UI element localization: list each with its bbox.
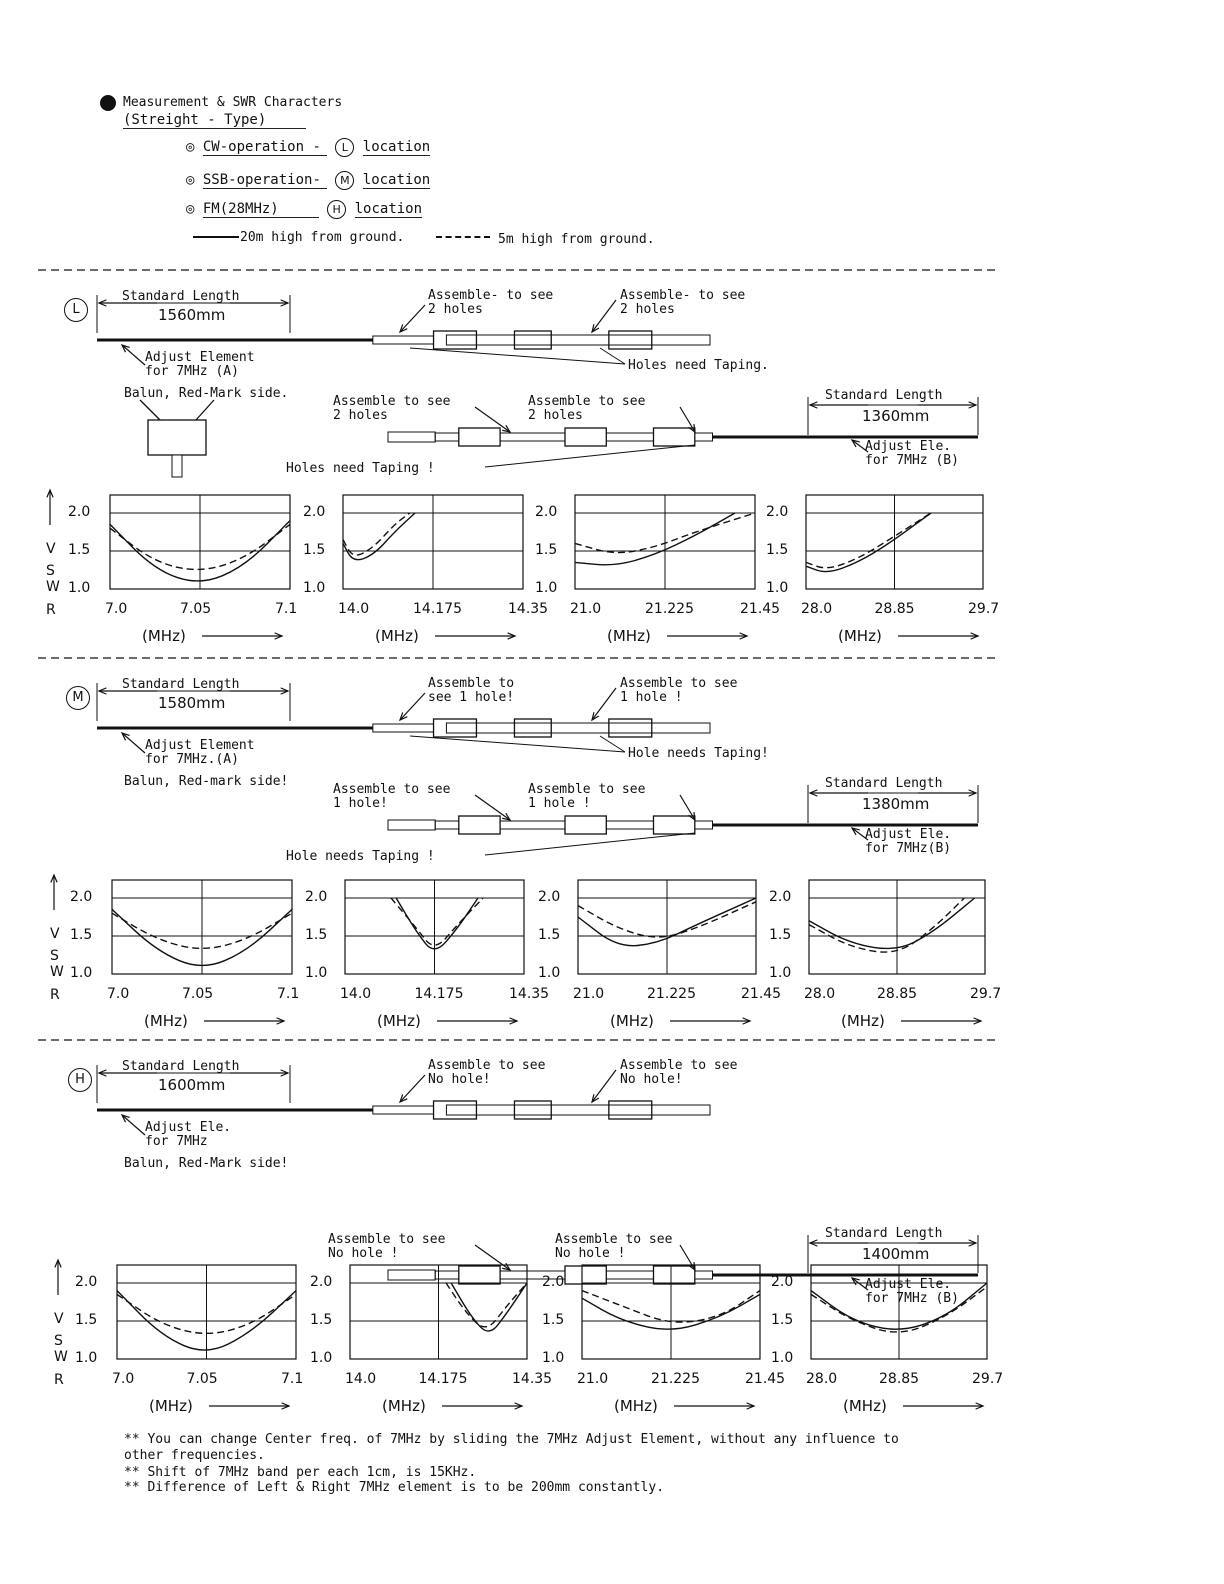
chart-l-28mhz-ytick-1: 1.5 <box>766 542 789 558</box>
chart-m-28mhz-series-solid <box>809 898 975 948</box>
chart-l-21mhz-xtick-1: 21.225 <box>645 601 694 617</box>
chart-m-14mhz-xlabel: (MHz) <box>377 1012 421 1030</box>
chart-m-14mhz-xtick-2: 14.35 <box>509 986 550 1002</box>
section-l-assemble-c-line-1: Assemble to see <box>333 394 451 409</box>
chart-l-7mhz-ytick-0: 2.0 <box>68 504 91 520</box>
section-m-arrow-a <box>400 693 425 720</box>
section-m-antenna-top-tube-2 <box>446 723 710 733</box>
chart-m-21mhz-ytick-0: 2.0 <box>538 889 561 905</box>
section-l-balun: Balun, Red-Mark side. <box>124 386 289 401</box>
chart-m-7mhz-xtick-1: 7.05 <box>182 986 214 1002</box>
legend-dashed-text: 5m high from ground. <box>498 232 655 247</box>
chart-l-14mhz-xlabel: (MHz) <box>375 627 419 645</box>
section-m-assemble-d-line-1: Assemble to see <box>528 782 646 797</box>
section-h-arrow-b <box>592 1070 616 1102</box>
vswr-r-2: R <box>54 1372 64 1388</box>
chart-m-7mhz-xtick-0: 7.0 <box>107 986 130 1002</box>
chart-m-21mhz-xtick-2: 21.45 <box>741 986 782 1002</box>
double-circle-icon: ◎ <box>186 201 195 217</box>
chart-h-7mhz-ytick-0: 2.0 <box>75 1274 98 1290</box>
section-h-antenna-bot-trap-3 <box>654 1266 695 1284</box>
vswr-r-0: R <box>46 602 56 618</box>
chart-m-14mhz-ytick-2: 1.0 <box>305 965 328 981</box>
section-m-tape-bot-line <box>485 833 695 855</box>
chart-l-14mhz-ytick-2: 1.0 <box>303 580 326 596</box>
section-l-antenna-top-trap-3 <box>609 331 652 349</box>
chart-l-7mhz-xtick-0: 7.0 <box>105 601 128 617</box>
balun-connector-icon <box>172 455 182 477</box>
balun-box-icon <box>148 420 206 455</box>
section-l-arrow-b <box>592 300 616 332</box>
chart-l-7mhz-xtick-2: 7.1 <box>275 601 298 617</box>
section-l-adjust-bot-line-1: Adjust Ele. <box>865 439 952 454</box>
chart-h-28mhz-ytick-1: 1.5 <box>771 1312 794 1328</box>
vswr-r-1: R <box>50 987 60 1003</box>
section-h-adjust-top-line-1: Adjust Ele. <box>145 1120 232 1135</box>
section-h-antenna-bot-trap-2 <box>565 1266 606 1284</box>
section-m-antenna-top-trap-3 <box>609 719 652 737</box>
chart-m-7mhz-xtick-2: 7.1 <box>277 986 300 1002</box>
note-1: ** You can change Center freq. of 7MHz by sliding the 7MHz Adjust Element, without any influence to other frequencies. <box>124 1432 899 1463</box>
section-h-antenna-top-trap-1 <box>434 1101 477 1119</box>
chart-l-21mhz-xtick-0: 21.0 <box>570 601 602 617</box>
chart-m-14mhz-ytick-0: 2.0 <box>305 889 328 905</box>
section-l-holes-tape-bot: Holes need Taping ! <box>286 461 435 476</box>
chart-l-21mhz-ytick-0: 2.0 <box>535 504 558 520</box>
chart-m-28mhz-ytick-1: 1.5 <box>769 927 792 943</box>
chart-h-28mhz-xtick-2: 29.7 <box>972 1371 1004 1387</box>
chart-m-28mhz-ytick-0: 2.0 <box>769 889 792 905</box>
section-m-antenna-bot-trap-1 <box>459 816 500 834</box>
loc-letter-h: H <box>327 200 346 219</box>
section-h-assemble-b-line-2: No hole! <box>620 1072 683 1087</box>
section-l-std-bot-value: 1360mm <box>862 407 930 425</box>
vswr-w-0: W <box>46 579 60 595</box>
op-fm-label: FM(28MHz) <box>203 201 319 218</box>
chart-l-28mhz-xlabel: (MHz) <box>838 627 882 645</box>
section-l-antenna-bot-trap-2 <box>565 428 606 446</box>
chart-l-21mhz-xtick-2: 21.45 <box>740 601 781 617</box>
section-h-antenna-top-tube-2 <box>446 1105 710 1115</box>
chart-l-28mhz-xtick-1: 28.85 <box>874 601 915 617</box>
section-m-std-top-value: 1580mm <box>158 694 226 712</box>
section-m-adjust-top-line-2: for 7MHz.(A) <box>145 752 239 767</box>
chart-h-14mhz-xtick-1: 14.175 <box>418 1371 468 1387</box>
chart-m-14mhz-xtick-0: 14.0 <box>340 986 372 1002</box>
section-h-antenna-bot-tube-end <box>388 1270 435 1280</box>
section-l-antenna-top-trap-1 <box>434 331 477 349</box>
chart-h-7mhz-xtick-0: 7.0 <box>112 1371 135 1387</box>
section-h-std-bot-value: 1400mm <box>862 1245 930 1263</box>
chart-h-21mhz-xtick-1: 21.225 <box>651 1371 700 1387</box>
section-l-adjust-bot-line-2: for 7MHz (B) <box>865 453 959 468</box>
vswr-s-2: S <box>54 1333 63 1349</box>
section-h-assemble-a-line-2: No hole! <box>428 1072 491 1087</box>
chart-h-14mhz-xlabel: (MHz) <box>382 1397 426 1415</box>
chart-l-14mhz-ytick-0: 2.0 <box>303 504 326 520</box>
chart-l-7mhz-xtick-1: 7.05 <box>180 601 212 617</box>
section-l-antenna-bot-trap-1 <box>459 428 500 446</box>
double-circle-icon: ◎ <box>186 139 195 155</box>
chart-l-14mhz-xtick-2: 14.35 <box>508 601 549 617</box>
section-l-std-bot-label: Standard Length <box>825 388 943 403</box>
chart-h-28mhz-xtick-1: 28.85 <box>879 1371 920 1387</box>
section-l-tape-line-1 <box>410 348 625 364</box>
section-m-antenna-top-trap-1 <box>434 719 477 737</box>
chart-l-14mhz-xtick-0: 14.0 <box>338 601 370 617</box>
section-m-adjust-top-line-1: Adjust Element <box>145 738 255 753</box>
op-ssb-label: SSB-operation- <box>203 172 327 189</box>
loc-letter-m: M <box>335 171 354 190</box>
chart-l-21mhz-series-solid <box>575 513 735 565</box>
loc-letter-l: L <box>335 138 354 157</box>
section-m-antenna-bot-tube-end <box>388 820 435 830</box>
section-h-balun: Balun, Red-Mark side! <box>124 1156 289 1171</box>
section-l-tape-bot-line <box>485 445 695 467</box>
section-h-std-top-value: 1600mm <box>158 1076 226 1094</box>
vswr-s-1: S <box>50 948 59 964</box>
section-m-assemble-c-line-1: Assemble to see <box>333 782 451 797</box>
op-cw-label: CW-operation - <box>203 139 327 156</box>
vswr-v-0: V <box>46 541 56 557</box>
section-l-assemble-d-line-2: 2 holes <box>528 408 583 423</box>
section-h-arrow-a <box>400 1075 425 1102</box>
chart-l-21mhz-xlabel: (MHz) <box>607 627 651 645</box>
chart-l-28mhz-ytick-0: 2.0 <box>766 504 789 520</box>
section-m-adjust-bot-line-1: Adjust Ele. <box>865 827 952 842</box>
section-h-std-top-label: Standard Length <box>122 1059 240 1074</box>
section-l-antenna-bot-tube-end <box>388 432 435 442</box>
section-l-assemble-c-line-2: 2 holes <box>333 408 388 423</box>
page-title: Measurement & SWR Characters <box>123 95 343 110</box>
chart-h-21mhz-xlabel: (MHz) <box>614 1397 658 1415</box>
section-h-assemble-c-line-2: No hole ! <box>328 1246 399 1261</box>
section-l-adjust-top-line-1: Adjust Element <box>145 350 255 365</box>
chart-l-14mhz-series-dashed <box>343 513 410 555</box>
section-m-holes-tape-top: Hole needs Taping! <box>628 746 769 761</box>
section-h-antenna-top-trap-3 <box>609 1101 652 1119</box>
op-cw-loc: location <box>362 139 431 155</box>
chart-m-14mhz-xtick-1: 14.175 <box>414 986 464 1002</box>
section-m-assemble-b-line-1: Assemble to see <box>620 676 738 691</box>
section-l-antenna-bot-trap-3 <box>654 428 695 446</box>
section-h-assemble-d-line-2: No hole ! <box>555 1246 626 1261</box>
section-h-assemble-b-line-1: Assemble to see <box>620 1058 738 1073</box>
section-m-std-bot-label: Standard Length <box>825 776 943 791</box>
section-m-assemble-d-line-2: 1 hole ! <box>528 796 591 811</box>
section-h-adjust-bot-line-2: for 7MHz (B) <box>865 1291 959 1306</box>
section-h-assemble-a-line-1: Assemble to see <box>428 1058 546 1073</box>
vswr-w-1: W <box>50 964 64 980</box>
section-h-adjust-bot-line-1: Adjust Ele. <box>865 1277 952 1292</box>
chart-h-7mhz-ytick-2: 1.0 <box>75 1350 98 1366</box>
chart-h-21mhz-ytick-2: 1.0 <box>542 1350 565 1366</box>
chart-h-7mhz-xlabel: (MHz) <box>149 1397 193 1415</box>
section-l-assemble-b-line-1: Assemble- to see <box>620 288 746 303</box>
chart-m-7mhz-ytick-2: 1.0 <box>70 965 93 981</box>
chart-h-21mhz-ytick-1: 1.5 <box>542 1312 565 1328</box>
legend-solid-text: 20m high from ground. <box>240 230 405 245</box>
note-3: ** Difference of Left & Right 7MHz element is to be 200mm constantly. <box>124 1480 665 1495</box>
section-l-antenna-top-tube-2 <box>446 335 710 345</box>
chart-h-14mhz-ytick-1: 1.5 <box>310 1312 333 1328</box>
section-m-assemble-a-line-1: Assemble to <box>428 676 515 691</box>
chart-m-14mhz-series-solid <box>396 898 478 949</box>
vswr-w-2: W <box>54 1349 68 1365</box>
section-l-tape-line-2 <box>600 348 625 364</box>
section-m-assemble-c-line-2: 1 hole! <box>333 796 388 811</box>
chart-h-7mhz-xtick-2: 7.1 <box>281 1371 304 1387</box>
section-m-arrow-adjust-top <box>122 733 145 753</box>
vswr-v-2: V <box>54 1311 64 1327</box>
section-m-std-bot-value: 1380mm <box>862 795 930 813</box>
section-m-antenna-top-trap-2 <box>514 719 551 737</box>
chart-h-14mhz-series-dashed <box>446 1283 527 1327</box>
chart-m-28mhz-xtick-2: 29.7 <box>970 986 1002 1002</box>
section-h-antenna-bot-trap-1 <box>459 1266 500 1284</box>
section-l-std-top-label: Standard Length <box>122 289 240 304</box>
chart-l-21mhz-ytick-1: 1.5 <box>535 542 558 558</box>
note-2: ** Shift of 7MHz band per each 1cm, is 15KHz. <box>124 1465 477 1480</box>
chart-m-21mhz-ytick-1: 1.5 <box>538 927 561 943</box>
section-m-antenna-bot-trap-2 <box>565 816 606 834</box>
section-l-arrow-adjust-top <box>122 345 145 365</box>
section-l-assemble-a-line-2: 2 holes <box>428 302 483 317</box>
chart-l-28mhz-ytick-2: 1.0 <box>766 580 789 596</box>
chart-h-28mhz-xtick-0: 28.0 <box>806 1371 838 1387</box>
section-l-holes-tape-top: Holes need Taping. <box>628 358 769 373</box>
double-circle-icon: ◎ <box>186 172 195 188</box>
chart-h-7mhz-xtick-1: 7.05 <box>186 1371 218 1387</box>
section-l-antenna-top-trap-2 <box>514 331 551 349</box>
chart-h-28mhz-ytick-0: 2.0 <box>771 1274 794 1290</box>
chart-l-28mhz-series-dashed <box>806 513 931 568</box>
section-m-assemble-a-line-2: see 1 hole! <box>428 690 515 705</box>
section-l-location-circle: L <box>64 298 88 322</box>
chart-h-21mhz-ytick-0: 2.0 <box>542 1274 565 1290</box>
section-m-adjust-bot-line-2: for 7MHz(B) <box>865 841 952 856</box>
chart-l-7mhz-ytick-1: 1.5 <box>68 542 91 558</box>
chart-l-28mhz-xtick-2: 29.7 <box>968 601 1000 617</box>
chart-m-21mhz-ytick-2: 1.0 <box>538 965 561 981</box>
chart-l-14mhz-series-solid <box>343 513 415 560</box>
balun-lead-right <box>196 400 214 420</box>
section-l-adjust-top-line-2: for 7MHz (A) <box>145 364 239 379</box>
chart-m-21mhz-xlabel: (MHz) <box>610 1012 654 1030</box>
chart-h-14mhz-xtick-2: 14.35 <box>512 1371 553 1387</box>
chart-h-21mhz-xtick-0: 21.0 <box>577 1371 609 1387</box>
chart-m-28mhz-xlabel: (MHz) <box>841 1012 885 1030</box>
chart-h-28mhz-xlabel: (MHz) <box>843 1397 887 1415</box>
section-m-holes-tape-bot: Hole needs Taping ! <box>286 849 435 864</box>
section-m-tape-line-2 <box>600 736 625 752</box>
chart-m-28mhz-ytick-2: 1.0 <box>769 965 792 981</box>
chart-m-28mhz-xtick-1: 28.85 <box>877 986 918 1002</box>
chart-m-7mhz-ytick-1: 1.5 <box>70 927 93 943</box>
section-h-assemble-c-line-1: Assemble to see <box>328 1232 446 1247</box>
section-l-assemble-a-line-1: Assemble- to see <box>428 288 554 303</box>
chart-h-14mhz-xtick-0: 14.0 <box>345 1371 377 1387</box>
vswr-v-1: V <box>50 926 60 942</box>
chart-m-7mhz-ytick-0: 2.0 <box>70 889 93 905</box>
vswr-s-0: S <box>46 563 55 579</box>
section-m-location-circle: M <box>66 686 90 710</box>
section-h-assemble-d-line-1: Assemble to see <box>555 1232 673 1247</box>
chart-m-21mhz-xtick-1: 21.225 <box>647 986 696 1002</box>
chart-l-7mhz-xlabel: (MHz) <box>142 627 186 645</box>
section-l-assemble-b-line-2: 2 holes <box>620 302 675 317</box>
chart-l-7mhz-ytick-2: 1.0 <box>68 580 91 596</box>
chart-m-14mhz-ytick-1: 1.5 <box>305 927 328 943</box>
chart-l-14mhz-ytick-1: 1.5 <box>303 542 326 558</box>
chart-h-7mhz-ytick-1: 1.5 <box>75 1312 98 1328</box>
section-h-location-circle: H <box>68 1068 92 1092</box>
op-fm-loc: location <box>354 201 423 217</box>
section-h-std-bot-label: Standard Length <box>825 1226 943 1241</box>
chart-l-28mhz-xtick-0: 28.0 <box>801 601 833 617</box>
section-l-std-top-value: 1560mm <box>158 306 226 324</box>
section-h-adjust-top-line-2: for 7MHz <box>145 1134 208 1149</box>
op-ssb-loc: location <box>362 172 431 188</box>
chart-m-28mhz-xtick-0: 28.0 <box>804 986 836 1002</box>
chart-h-28mhz-ytick-2: 1.0 <box>771 1350 794 1366</box>
chart-m-14mhz-series-dashed <box>391 898 483 945</box>
balun-lead-left <box>140 400 160 420</box>
chart-h-21mhz-xtick-2: 21.45 <box>745 1371 786 1387</box>
section-l-assemble-d-line-1: Assemble to see <box>528 394 646 409</box>
section-h-arrow-adjust-top <box>122 1115 145 1135</box>
chart-h-14mhz-ytick-2: 1.0 <box>310 1350 333 1366</box>
section-h-antenna-top-trap-2 <box>514 1101 551 1119</box>
section-m-antenna-bot-trap-3 <box>654 816 695 834</box>
chart-l-28mhz-series-solid <box>806 513 931 572</box>
chart-h-14mhz-ytick-0: 2.0 <box>310 1274 333 1290</box>
section-m-arrow-b <box>592 688 616 720</box>
section-l-arrow-a <box>400 305 425 332</box>
chart-l-21mhz-ytick-2: 1.0 <box>535 580 558 596</box>
chart-l-14mhz-xtick-1: 14.175 <box>413 601 462 617</box>
chart-m-21mhz-xtick-0: 21.0 <box>573 986 605 1002</box>
section-m-assemble-b-line-2: 1 hole ! <box>620 690 683 705</box>
section-m-balun: Balun, Red-mark side! <box>124 774 289 789</box>
page-subtitle: (Streight - Type) <box>123 112 306 129</box>
chart-m-7mhz-xlabel: (MHz) <box>144 1012 188 1030</box>
section-m-std-top-label: Standard Length <box>122 677 240 692</box>
section-m-tape-line-1 <box>410 736 625 752</box>
